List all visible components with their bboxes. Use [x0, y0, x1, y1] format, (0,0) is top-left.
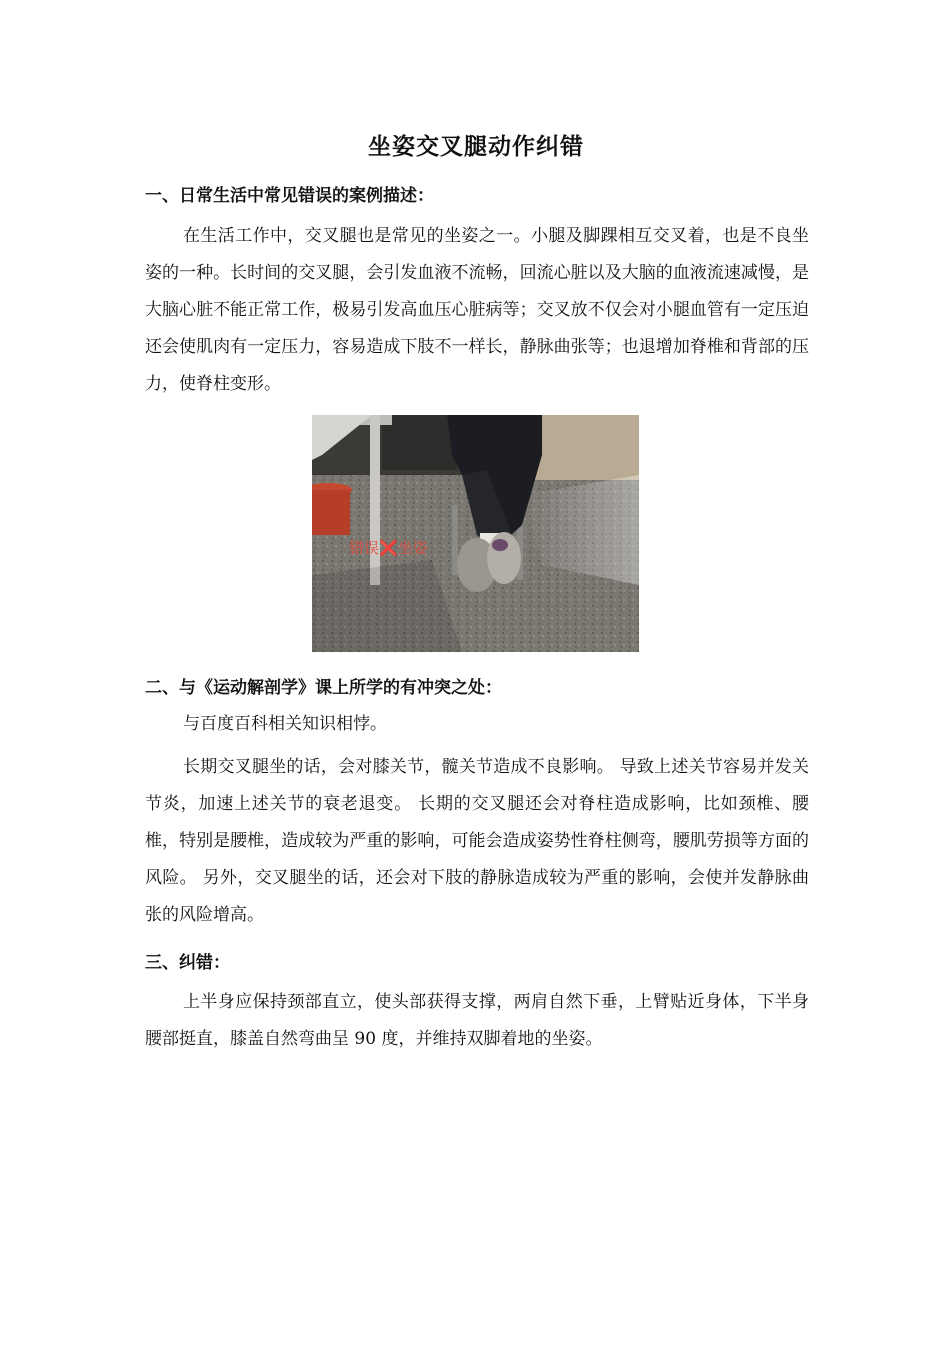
section-2-paragraph-2: 长期交叉腿坐的话，会对膝关节，髋关节造成不良影响。 导致上述关节容易并发关节炎，加速上述关节的衰老退变。 长期的交叉腿还会对脊柱造成影响，比如颈椎、腰椎，特别是腰椎，造成较为严重的影响，可能会造成姿势性脊柱侧弯，腰肌劳损等方面的风险。 另外，交叉腿坐的话，还会对下肢的静脉造成较为严重的影响，会使并发静脉曲张的风险增高。	[145, 757, 809, 925]
section-3-paragraph: 上半身应保持颈部直立，使头部获得支撑，两肩自然下垂，上臂贴近身体，下半身腰部挺直，膝盖自然弯曲呈 90 度，并维持双脚着地的坐姿。	[145, 992, 809, 1049]
crossed-legs-photo	[312, 415, 639, 652]
photo-caption: 错误❌坐姿	[349, 539, 428, 557]
section-2-heading: 二、与《运动解剖学》课上所学的有冲突之处：	[145, 678, 502, 698]
section-1-paragraph: 在生活工作中，交叉腿也是常见的坐姿之一。小腿及脚踝相互交叉着，也是不良坐姿的一种。长时间的交叉腿，会引发血液不流畅，回流心脏以及大脑的血液流速减慢，是大脑心脏不能正常工作，极易引发高血压心脏病等；交叉放不仅会对小腿血管有一定压迫还会使肌肉有一定压力，容易造成下肢不一样长，静脉曲张等；也退增加脊椎和背部的压力，使脊柱变形。	[145, 226, 809, 394]
section-2-paragraph-1: 与百度百科相关知识相悖。	[183, 714, 387, 734]
document-title: 坐姿交叉腿动作纠错	[368, 134, 584, 160]
section-3-heading: 三、纠错：	[145, 953, 230, 973]
section-1-heading: 一、日常生活中常见错误的案例描述：	[145, 186, 434, 206]
